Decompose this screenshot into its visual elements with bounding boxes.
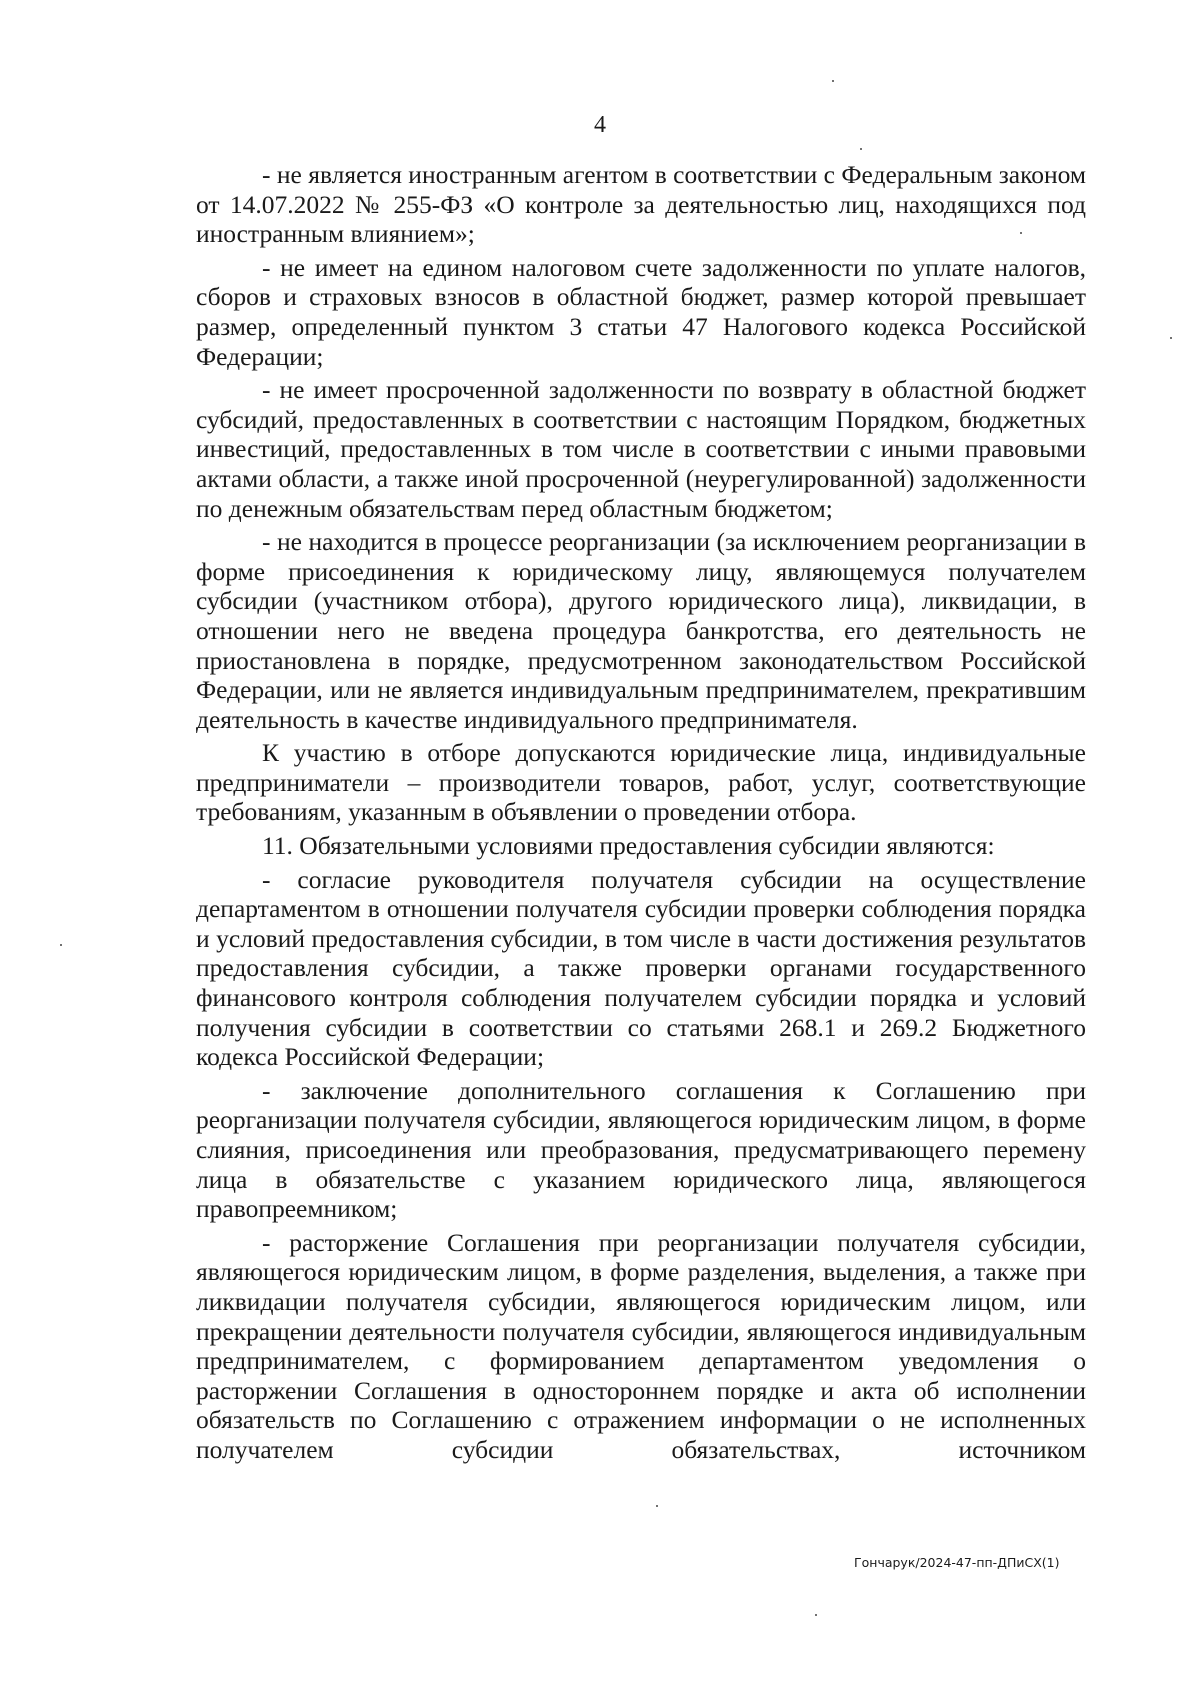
paragraph-clause-11-heading: 11. Обязательными условиями предоставления субсидии являются: [262,831,995,861]
paragraph-termination: - расторжение Соглашения при реорганизации получателя субсидии, являющегося юридическим лицом, в форме разделения, выделения, а также при ликвидации получателя субсидии, являющегося юридическим лицом, или прекращении деятельности получателя субсидии, являющегося индивидуальным предпринимателем, с формированием департаментом уведомления о расторжении Соглашения в одностороннем порядке и акта об исполнении обязательств по Соглашению с отражением информации о не исполненных получателем субсидии обязательствах, источником [196,1227,1086,1464]
scan-speck [815,1614,817,1616]
scan-speck [1020,232,1022,234]
scan-speck [832,80,834,82]
paragraph-overdue-debt: - не имеет просроченной задолженности по возврату в областной бюджет субсидий, предоставленных в соответствии с настоящим Порядком, бюджетных инвестиций, предоставленных в том числе в соответствии с иными правовыми актами области, а также иной просроченной (неурегулированной) задолженности по денежным обязательствам перед областным бюджетом; [196,375,1086,523]
paragraph-participation: К участию в отборе допускаются юридические лица, индивидуальные предприниматели – производители товаров, работ, услуг, соответствующие требованиям, указанным в объявлении о проведении отбора. [196,738,1086,827]
scan-speck [60,944,62,946]
document-body [196,160,1086,1469]
paragraph-tax-debt: - не имеет на едином налоговом счете задолженности по уплате налогов, сборов и страховых взносов в областной бюджет, размер которой превышает размер, определенный пунктом 3 статьи 47 Налогового кодекса Российской Федерации; [196,252,1086,371]
paragraph-reorganization: - не находится в процессе реорганизации (за исключением реорганизации в форме присоединения к юридическому лицу, являющемуся получателем субсидии (участником отбора), другого юридического лица), ликвидации, в отношении него не введена процедура банкротства, его деятельность не приостановлена в порядке, предусмотренном законодательством Российской Федерации, или не является индивидуальным предпринимателем, прекратившим деятельность в качестве индивидуального предпринимателя. [196,527,1086,734]
paragraph-foreign-agent: - не является иностранным агентом в соответствии с Федеральным законом от 14.07.2022 № 255-ФЗ «О контроле за деятельностью лиц, находящихся под иностранным влиянием»; [196,160,1086,249]
page-number: 4 [594,112,606,138]
document-reference-code: Гончарук/2024-47-пп-ДПиСХ(1) [854,1555,1060,1570]
paragraph-additional-agreement: - заключение дополнительного соглашения к Соглашению при реорганизации получателя субсидии, являющегося юридическим лицом, в форме слияния, присоединения или преобразования, предусматривающего перемену лица в обязательстве с указанием юридического лица, являющегося правопреемником; [196,1075,1086,1224]
scan-speck [860,148,862,150]
scan-speck [656,1505,658,1507]
scan-speck [1170,337,1172,339]
paragraph-consent-inspection: - согласие руководителя получателя субсидии на осуществление департаментом в отношении получателя субсидии проверки соблюдения порядка и условий предоставления субсидии, в том числе в части достижения результатов предоставления субсидии, а также проверки органами государственного финансового контроля соблюдения получателем субсидии порядка и условий получения субсидии в соответствии со статьями 268.1 и 269.2 Бюджетного кодекса Российской Федерации; [196,864,1086,1072]
